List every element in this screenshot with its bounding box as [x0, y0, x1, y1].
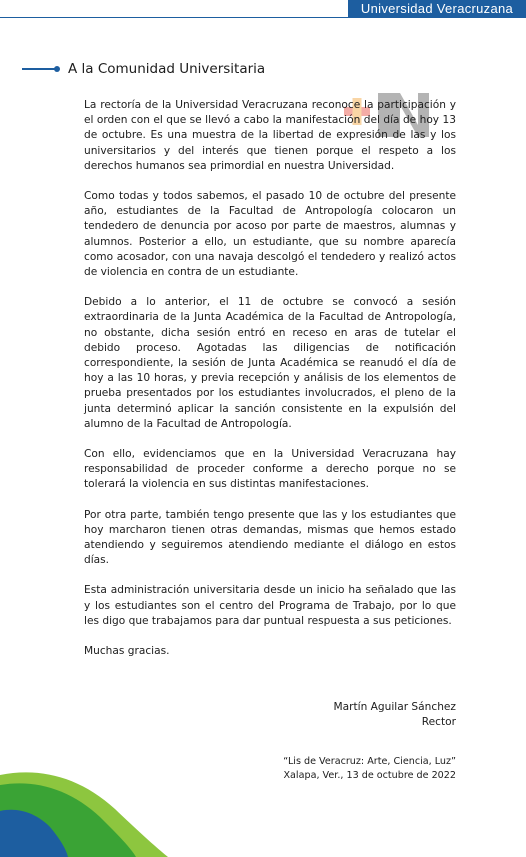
motto-line: “Lis de Veracruz: Arte, Ciencia, Luz”	[283, 756, 456, 767]
heading-bullet-dot	[54, 66, 60, 72]
paragraph: Esta administración universitaria desde un inicio ha señalado que las y los estudiantes son el centro del Programa de Trabajo, por lo que les digo que trabajamos para dar puntual respuesta a sus peticiones.	[84, 584, 456, 627]
signatory-title: Rector	[421, 716, 456, 729]
place-date: Xalapa, Ver., 13 de octubre de 2022	[283, 770, 456, 781]
letter-body	[84, 98, 456, 674]
paragraph: Con ello, evidenciamos que en la Universidad Veracruzana hay responsabilidad de proceder conforme a derecho porque no se tolerará la violencia en sus distintas manifestaciones.	[84, 448, 456, 491]
paragraph: Muchas gracias.	[84, 645, 170, 658]
paragraph: Como todas y todos sabemos, el pasado 10 de octubre del presente año, estudiantes de la Facultad de Antropología colocaron un tendedero de denuncia por acoso por parte de maestros, alumnas y alumnos. Posterior a ello, un estudiante, que su nombre aparecía como acosador, con una navaja descolgó el tendedero y realizó actos de violencia en contra de un estudiante.	[84, 190, 456, 279]
institution-banner	[348, 0, 526, 17]
paragraph: La rectoría de la Universidad Veracruzana reconoce la participación y el orden con el que se llevó a cabo la manifestación del día de hoy 13 de octubre. Es una muestra de la libertad de expresión de las y los universitarios y del interés que tienen porque el respeto a los derechos humanos sea primordial en nuestra Universidad.	[84, 99, 456, 172]
paragraph: Por otra parte, también tengo presente que las y los estudiantes que hoy marcharon tienen otras demandas, mismas que hemos estado atendiendo y seguiremos atendiendo mediante el diálogo en estos días.	[84, 508, 456, 567]
header-rule	[0, 17, 526, 18]
heading-bullet-line	[22, 68, 58, 70]
paragraph: Debido a lo anterior, el 11 de octubre se convocó a sesión extraordinaria de la Junta Académica de la Facultad de Antropología, no obstante, dicha sesión entró en receso en aras de tutelar el debido proceso. Agotadas las diligencias de notificación correspondiente, la sesión de Junta Académica se reanudó el día de hoy a las 10 horas, y previa recepción y análisis de los elementos de prueba presentados por los estudiantes involucrados, el pleno de la junta determinó aplicar la sanción consistente en la expulsión del alumno de la Facultad de Antropología.	[84, 296, 456, 430]
motto-block	[283, 755, 456, 783]
signatory-name: Martín Aguilar Sánchez	[333, 701, 456, 713]
signature-block	[333, 700, 456, 730]
heading-title: A la Comunidad Universitaria	[68, 61, 266, 77]
institution-name: Universidad Veracruzana	[360, 1, 514, 16]
corner-decoration	[0, 747, 210, 857]
letter-heading	[22, 61, 265, 77]
